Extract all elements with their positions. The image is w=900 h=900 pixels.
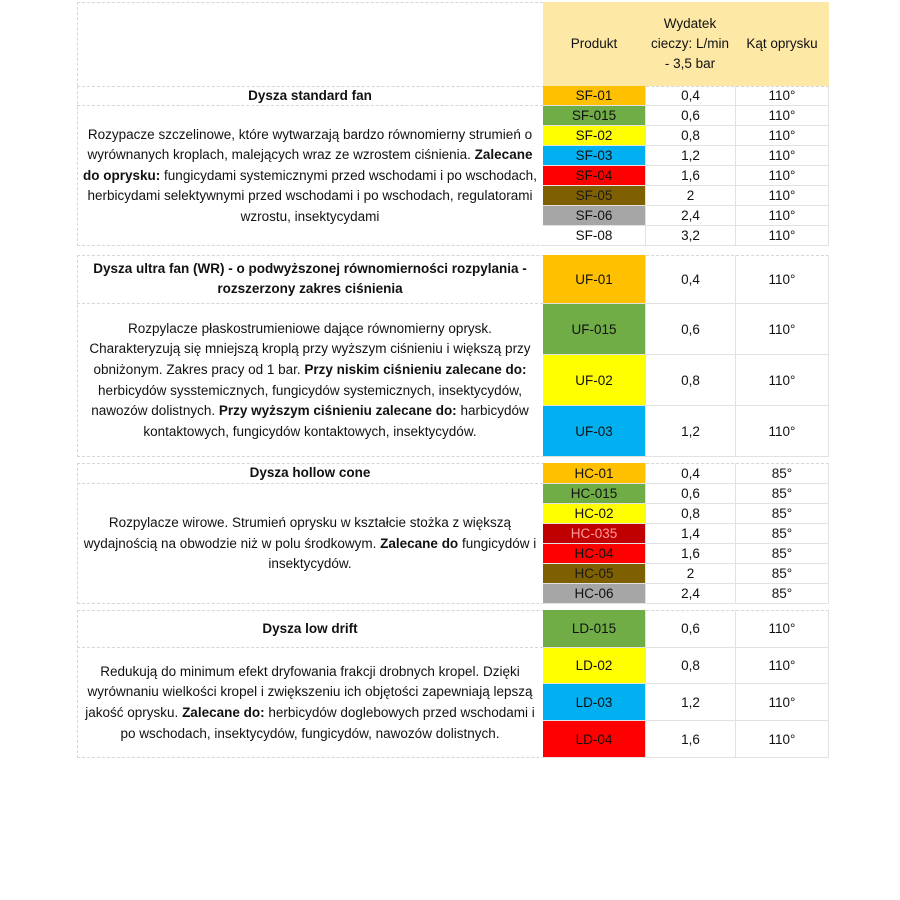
spray-angle-cell: 85°	[735, 524, 829, 544]
header-product-label: Produkt	[570, 36, 618, 51]
nozzle-group	[77, 255, 829, 457]
spray-angle-cell: 85°	[735, 484, 829, 504]
table-row	[543, 86, 829, 106]
table-row	[543, 146, 829, 166]
flow-rate-cell: 1,6	[645, 721, 735, 758]
table-row	[543, 206, 829, 226]
product-code-cell: LD-02	[543, 648, 645, 684]
spray-angle-cell: 110°	[735, 255, 829, 304]
product-code-cell: UF-01	[543, 255, 645, 304]
group-description: Redukują do minimum efekt dryfowania frakcji drobnych kropel. Dzięki wyrównaniu wielkości kropel i zwiększeniu ich objętości zapewniają lepszą jakość oprysku. Zalecane do: herbicydów doglebowych przed wschodami i po wschodach, insektycydów, fungicydów, nawozów dolistnych.	[85, 663, 535, 741]
group-description: Rozpylacze wirowe. Strumień oprysku w kształcie stożka z większą wydajnością na obwodzie niż w polu środkowym. Zalecane do fungicydów i insektycydów.	[83, 515, 537, 572]
spray-angle-cell: 110°	[735, 406, 829, 457]
flow-rate-cell: 1,2	[645, 146, 735, 166]
product-code-cell: UF-03	[543, 406, 645, 457]
spray-angle-cell: 85°	[735, 564, 829, 584]
table-row	[543, 226, 829, 246]
table-row	[543, 126, 829, 146]
table-row	[543, 544, 829, 564]
group-description: Rozpylacze płaskostrumieniowe dające równomierny oprysk. Charakteryzują się mniejszą kroplą przy wyższym ciśnieniu i większą przy obniżonym. Zakres pracy od 1 bar. Przy niskim ciśnieniu zalecane do: herbicydów sysstemicznych, fungicydów systemicznych, insektycydów, nawozów dolistnych. Przy wyższym ciśnieniu zalecane do: harbicydów kontaktowych, fungicydów kontaktowych, insektycydów.	[89, 320, 531, 439]
product-code-cell: SF-015	[543, 106, 645, 126]
flow-rate-cell: 2,4	[645, 584, 735, 604]
spray-angle-cell: 110°	[735, 166, 829, 186]
flow-rate-cell: 2	[645, 564, 735, 584]
header-angle	[735, 2, 829, 86]
spray-angle-cell: 85°	[735, 463, 829, 484]
spray-angle-cell: 110°	[735, 610, 829, 648]
nozzle-group	[77, 463, 829, 604]
product-code-cell: HC-06	[543, 584, 645, 604]
spray-angle-cell: 110°	[735, 721, 829, 758]
flow-rate-cell: 0,6	[645, 304, 735, 355]
spray-angle-cell: 110°	[735, 146, 829, 166]
group-title: Dysza ultra fan (WR) - o podwyższonej równomierności rozpylania - rozszerzony zakres ciśnienia	[77, 255, 543, 304]
header-angle-label: Kąt oprysku	[746, 36, 818, 51]
table-row	[543, 304, 829, 355]
flow-rate-cell: 0,6	[645, 610, 735, 648]
flow-rate-cell: 0,6	[645, 484, 735, 504]
header-flow	[645, 2, 735, 86]
flow-rate-cell: 1,2	[645, 406, 735, 457]
product-code-cell: SF-06	[543, 206, 645, 226]
product-code-cell: HC-02	[543, 504, 645, 524]
spray-angle-cell: 110°	[735, 206, 829, 226]
table-row	[543, 355, 829, 406]
product-code-cell: SF-04	[543, 166, 645, 186]
product-code-cell: HC-035	[543, 524, 645, 544]
spray-angle-cell: 110°	[735, 86, 829, 106]
product-code-cell: SF-01	[543, 86, 645, 106]
product-code-cell: HC-01	[543, 463, 645, 484]
flow-rate-cell: 0,8	[645, 648, 735, 684]
table-row	[543, 255, 829, 304]
flow-rate-cell: 1,2	[645, 684, 735, 721]
spray-angle-cell: 110°	[735, 186, 829, 206]
table-row	[543, 684, 829, 721]
spray-angle-cell: 85°	[735, 584, 829, 604]
product-code-cell: UF-015	[543, 304, 645, 355]
product-code-cell: UF-02	[543, 355, 645, 406]
flow-rate-cell: 2,4	[645, 206, 735, 226]
header-flow-line-3: - 3,5 bar	[664, 56, 716, 71]
table-row	[543, 648, 829, 684]
product-code-cell: LD-03	[543, 684, 645, 721]
spray-angle-cell: 85°	[735, 544, 829, 564]
flow-rate-cell: 2	[645, 186, 735, 206]
nozzle-group	[77, 610, 829, 758]
table-row	[543, 463, 829, 484]
flow-rate-cell: 1,6	[645, 166, 735, 186]
header-blank-cell	[77, 2, 543, 86]
spray-angle-cell: 110°	[735, 106, 829, 126]
table-row	[543, 186, 829, 206]
spray-angle-cell: 110°	[735, 304, 829, 355]
product-code-cell: HC-015	[543, 484, 645, 504]
flow-rate-cell: 0,8	[645, 504, 735, 524]
header-flow-line-1: Wydatek	[663, 16, 717, 31]
spray-angle-cell: 110°	[735, 355, 829, 406]
product-code-cell: SF-08	[543, 226, 645, 246]
flow-rate-cell: 0,4	[645, 86, 735, 106]
product-code-cell: SF-03	[543, 146, 645, 166]
spray-angle-cell: 110°	[735, 684, 829, 721]
table-row	[543, 721, 829, 758]
flow-rate-cell: 3,2	[645, 226, 735, 246]
product-code-cell: SF-05	[543, 186, 645, 206]
flow-rate-cell: 0,4	[645, 255, 735, 304]
table-row	[543, 504, 829, 524]
flow-rate-cell: 1,6	[645, 544, 735, 564]
flow-rate-cell: 0,8	[645, 355, 735, 406]
table-row	[543, 524, 829, 544]
product-code-cell: HC-04	[543, 544, 645, 564]
flow-rate-cell: 0,6	[645, 106, 735, 126]
table-row	[543, 406, 829, 457]
spray-angle-cell: 110°	[735, 648, 829, 684]
table-row	[543, 584, 829, 604]
group-title: Dysza standard fan	[77, 86, 543, 106]
table-row	[543, 166, 829, 186]
nozzle-group	[77, 86, 829, 246]
table-row	[543, 106, 829, 126]
header-product	[543, 2, 645, 86]
flow-rate-cell: 0,4	[645, 463, 735, 484]
product-code-cell: SF-02	[543, 126, 645, 146]
spray-angle-cell: 85°	[735, 504, 829, 524]
spray-angle-cell: 110°	[735, 226, 829, 246]
table-row	[543, 610, 829, 648]
product-code-cell: HC-05	[543, 564, 645, 584]
flow-rate-cell: 1,4	[645, 524, 735, 544]
table-row	[543, 564, 829, 584]
table-row	[543, 484, 829, 504]
product-code-cell: LD-04	[543, 721, 645, 758]
group-description: Rozypacze szczelinowe, które wytwarzają bardzo równomierny strumień o wyrównanych kroplach, malejących wraz ze wzrostem ciśnienia. Zalecane do oprysku: fungicydami systemicznymi przed wschodami i po wschodach, herbicydami selektywnymi przed wschodami i po wschodach, regulatorami wzrostu, insektycydami	[83, 126, 537, 224]
group-title: Dysza hollow cone	[77, 463, 543, 484]
product-code-cell: LD-015	[543, 610, 645, 648]
spray-angle-cell: 110°	[735, 126, 829, 146]
group-title: Dysza low drift	[77, 610, 543, 648]
flow-rate-cell: 0,8	[645, 126, 735, 146]
header-flow-line-2: cieczy: L/min	[650, 36, 730, 51]
